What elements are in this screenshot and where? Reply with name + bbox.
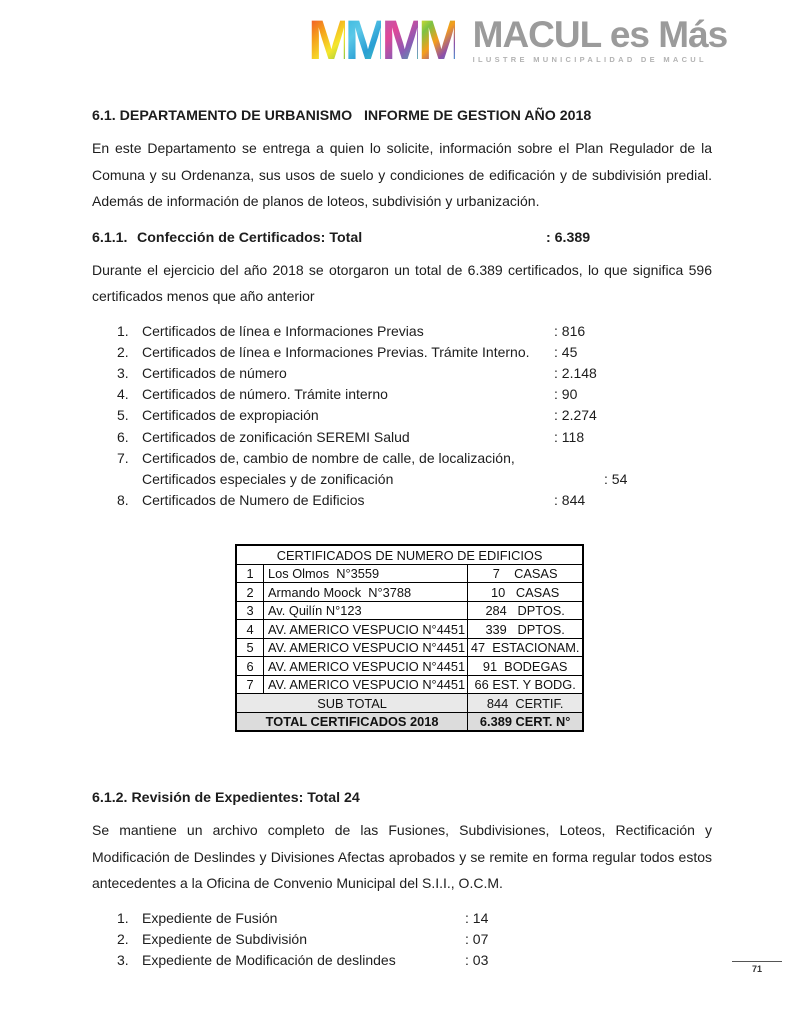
list-item: 5. Certificados de expropiación : 2.274 [117, 407, 597, 424]
list-item: 8. Certificados de Numero de Edificios : 844 [117, 492, 586, 509]
logo-wordmark [473, 16, 728, 64]
table-row: 2 Armando Moock N°3788 10 CASAS [236, 583, 583, 602]
table-subtotal-row [236, 694, 583, 713]
logo-m1-icon: M [308, 8, 345, 71]
section-611-title: Confección de Certificados: Total [137, 229, 363, 246]
list-item: 2. Certificados de línea e Informaciones Previas. Trámite Interno. : 45 [117, 343, 578, 360]
section-611-heading [92, 228, 712, 248]
logo-mmmm-icon [308, 8, 455, 71]
total-value: 6.389 CERT. N° [468, 712, 584, 731]
section-611-total-value: : 6.389 [546, 229, 591, 246]
section-612-paragraph: Se mantiene un archivo completo de las Fusiones, Subdivisiones, Loteos, Rectificación y Modificación de Deslindes y Divisiones Afectas aprobados y se remite en forma regular todos estos antecedentes a la Oficina de Convenio Municipal del S.I.I., O.C.M. [92, 822, 712, 892]
table-row: 1 Los Olmos N°3559 7 CASAS [236, 564, 583, 583]
certificates-table [235, 544, 584, 732]
table-row: 4 AV. AMERICO VESPUCIO N°4451 339 DPTOS. [236, 620, 583, 639]
section-611-paragraph: Durante el ejercicio del año 2018 se otorgaron un total de 6.389 certificados, lo que significa 596 certificados menos que año anterior [92, 261, 712, 304]
table-header-row [236, 545, 583, 564]
table-row: 6 AV. AMERICO VESPUCIO N°4451 91 BODEGAS [236, 657, 583, 676]
list-item: 4. Certificados de número. Trámite interno : 90 [117, 386, 578, 403]
logo-m2-icon: M [344, 8, 382, 71]
total-label: TOTAL CERTIFICADOS 2018 [236, 712, 468, 731]
brand-name: MACUL es Más [472, 14, 728, 55]
table-row: 3 Av. Quilín N°123 284 DPTOS. [236, 601, 583, 620]
list-item: 2. Expediente de Subdivisión : 07 [117, 931, 489, 948]
section-611-number: 6.1.1. [92, 229, 128, 246]
municipality-logo [308, 8, 728, 71]
expedientes-list [92, 908, 712, 972]
logo-m3-icon: M [381, 8, 418, 71]
subtotal-label: SUB TOTAL [236, 694, 468, 713]
document-body [92, 106, 712, 971]
list-item: 7. Certificados de, cambio de nombre de calle, de localización, Certificados especiales y de zonificación : 54 [117, 449, 628, 487]
list-item: 3. Certificados de número : 2.148 [117, 364, 597, 381]
list-item: 1. Certificados de línea e Informaciones Previas : 816 [117, 322, 586, 339]
list-item: 6. Certificados de zonificación SEREMI Salud : 118 [117, 428, 585, 445]
table-row: 5 AV. AMERICO VESPUCIO N°4451 47 ESTACIONAM. [236, 638, 583, 657]
section-612-heading: 6.1.2. Revisión de Expedientes: Total 24 [92, 790, 360, 807]
subtotal-value: 844 CERTIF. [468, 694, 584, 713]
table-title: CERTIFICADOS DE NUMERO DE EDIFICIOS [236, 545, 583, 564]
list-item: 1. Expediente de Fusión : 14 [117, 909, 489, 926]
brand-subtitle: ILUSTRE MUNICIPALIDAD DE MACUL [472, 55, 707, 64]
section-61-paragraph: En este Departamento se entrega a quien lo solicite, información sobre el Plan Regulador de la Comuna y su Ordenanza, sus usos de suelo y condiciones de edificación y de subdivisión predial. Además de información de planos de loteos, subdivisión y urbanización. [92, 140, 712, 209]
table-row: 7 AV. AMERICO VESPUCIO N°4451 66 EST. Y BODG. [236, 675, 583, 694]
certificates-list [92, 321, 712, 512]
logo-m4-icon: M [417, 8, 455, 71]
table-total-row [236, 712, 583, 731]
section-61-heading: 6.1. DEPARTAMENTO DE URBANISMO INFORME DE GESTION AÑO 2018 [92, 108, 592, 124]
page-number: 71 [732, 961, 782, 974]
list-item: 3. Expediente de Modificación de deslindes : 03 [117, 952, 489, 969]
